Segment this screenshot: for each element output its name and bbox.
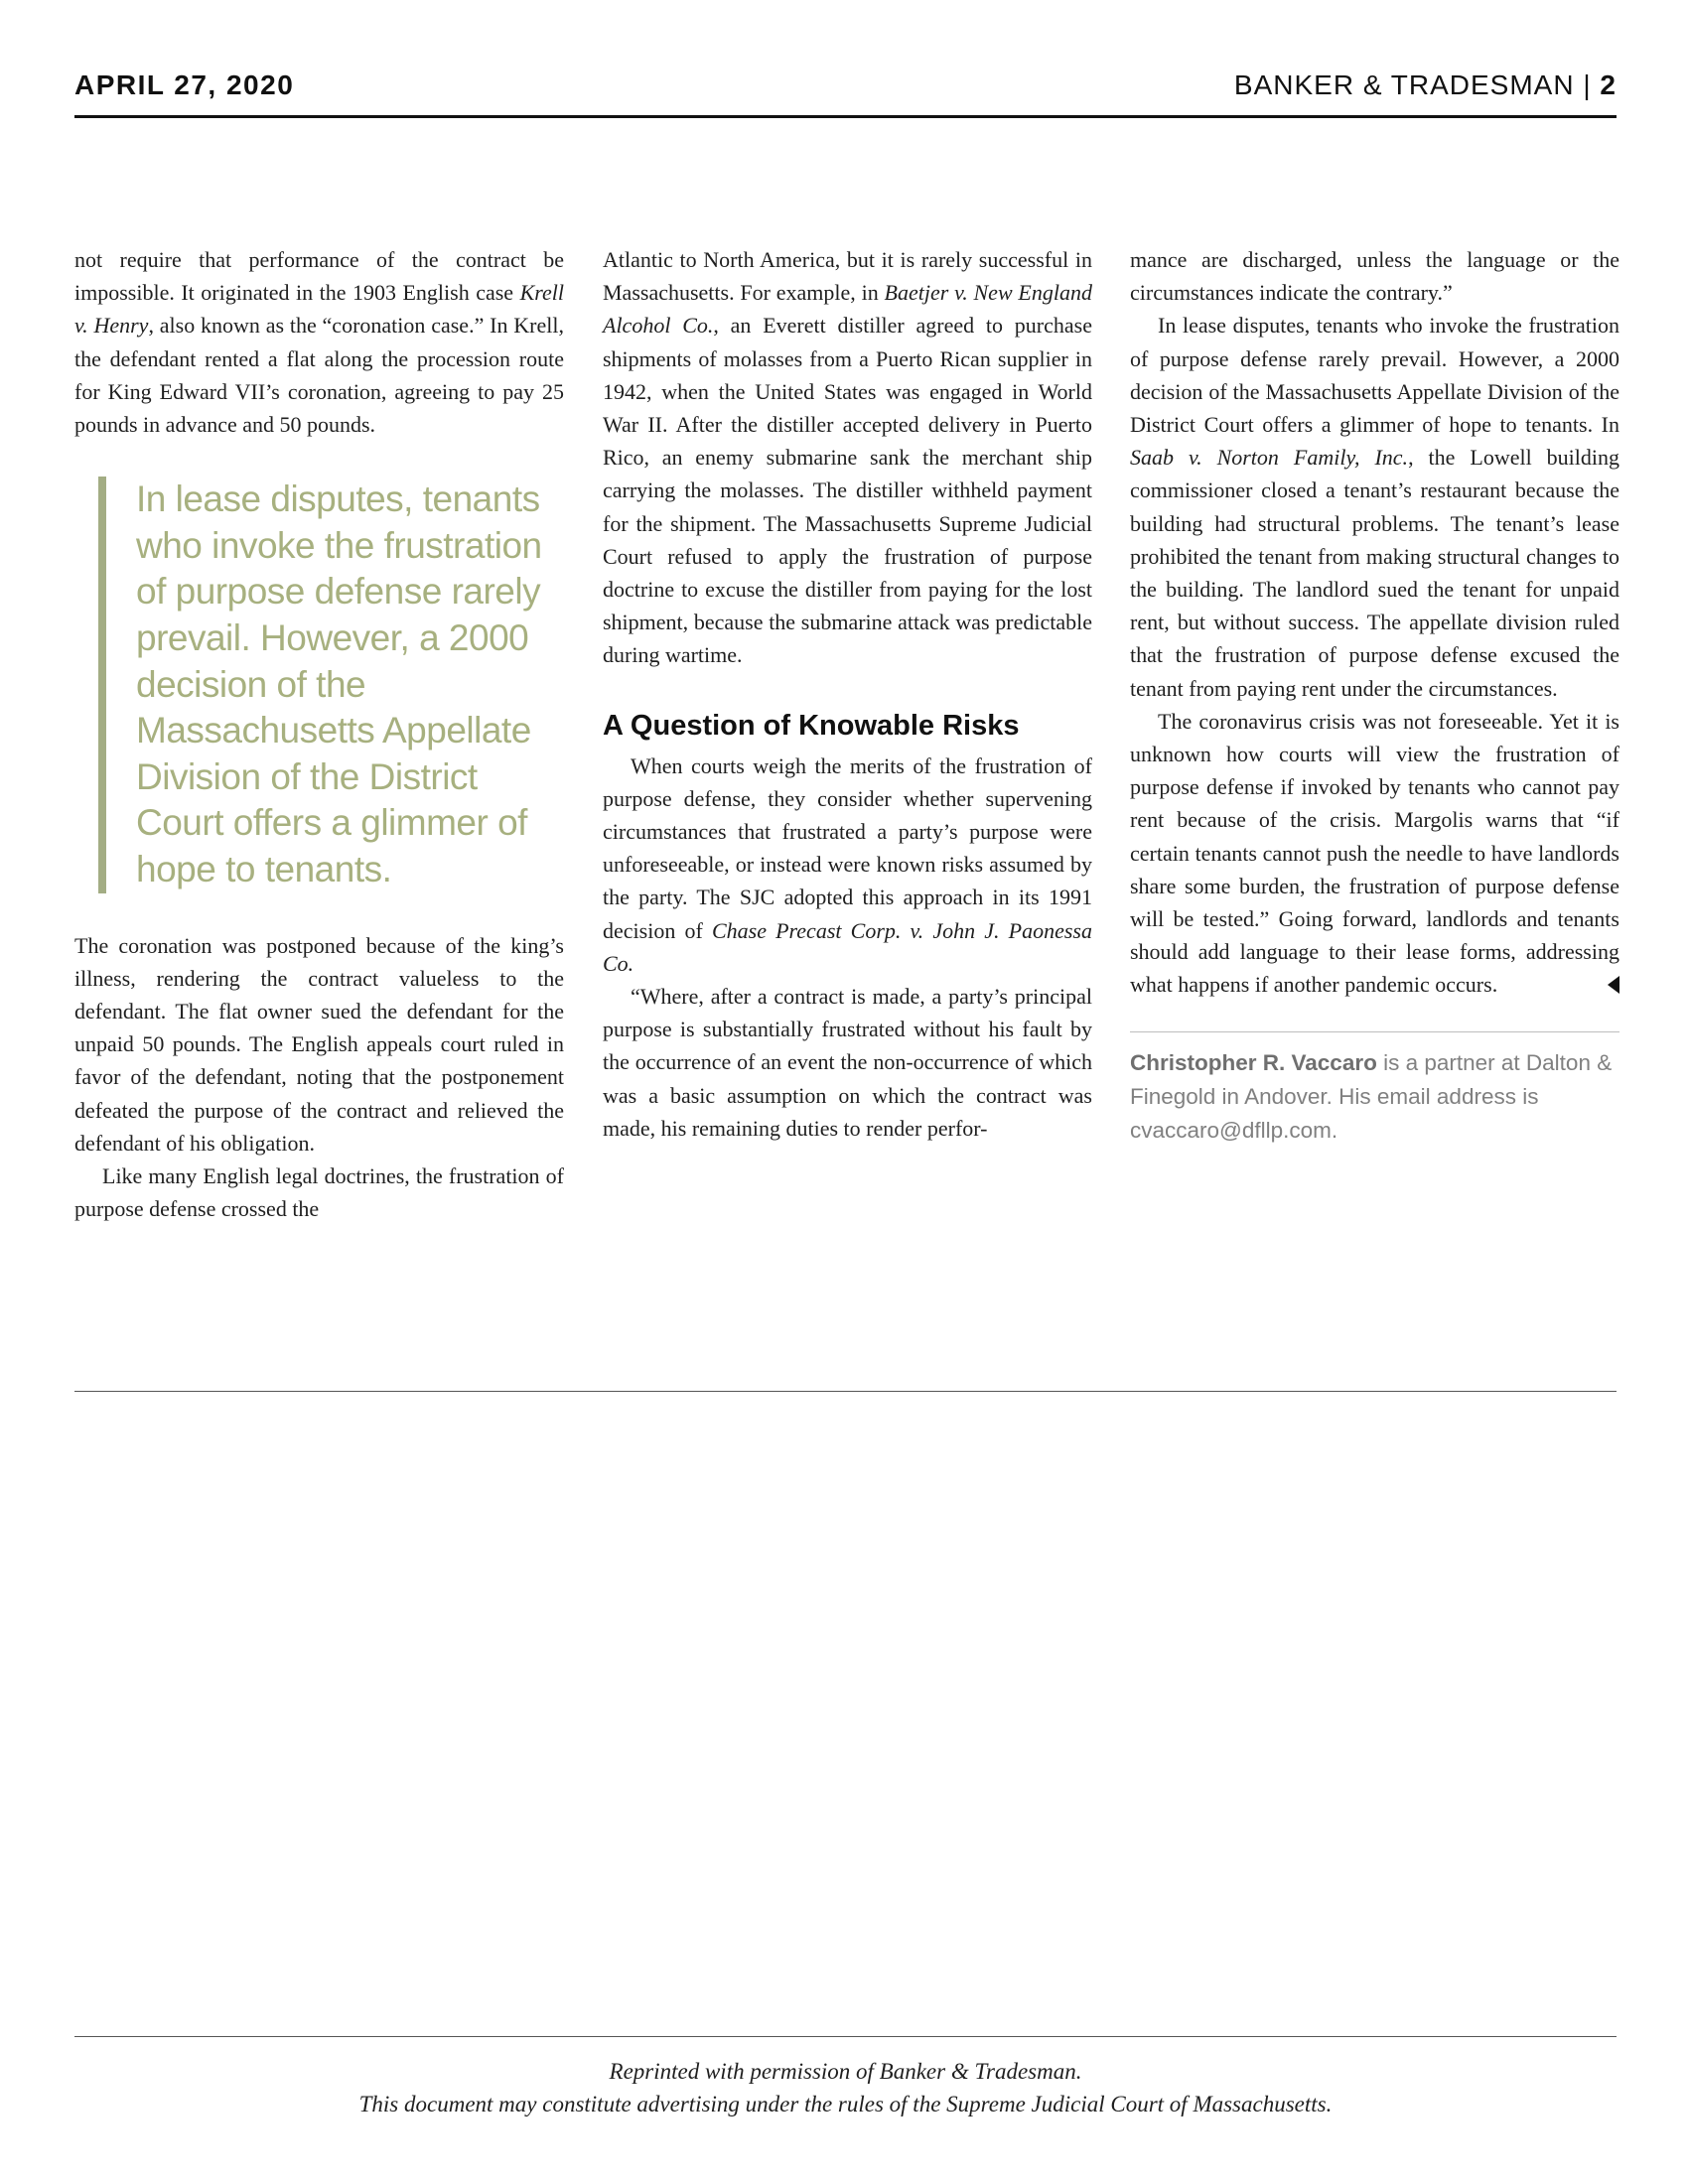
paragraph: Atlantic to North America, but it is rarely successful in Massachusetts. For example, in Baetjer v. New England Alcohol Co., an Everett distiller agreed to purchase shipments of molasses from a Puerto Rican supplier in 1942, when the United States was engaged in World War II. After the distiller accepted delivery in Puerto Rico, an enemy submarine sank the merchant ship carrying the molasses. The distiller withheld payment for the shipment. The Massachusetts Supreme Judicial Court refused to apply the frustration of purpose doctrine to excuse the distiller from paying for the lost shipment, because the submarine attack was predictable during wartime. — [603, 247, 1092, 668]
bio-divider — [1130, 1031, 1619, 1032]
author-bio: Christopher R. Vaccaro is a partner at Dalton & Finegold in Andover. His email address is cvaccaro@dfllp.com. — [1130, 1049, 1613, 1143]
footer-notice — [74, 2055, 1617, 2120]
pull-quote: In lease disputes, tenants who invoke the frustration of purpose defense rarely prevail. However, a 2000 decision of the Massachusetts Appellate Division of the District Court offers a glimmer of hope to tenants. — [98, 477, 564, 892]
footer-divider — [74, 2036, 1617, 2037]
column-1 — [74, 243, 564, 1225]
reprint-notice: Reprinted with permission of Banker & Tradesman. — [609, 2059, 1082, 2084]
paragraph: The coronation was postponed because of the king’s illness, rendering the contract valueless to the defendant. The flat owner sued the defendant for the unpaid 50 pounds. The English appeals court ruled in favor of the defendant, noting that the postponement defeated the purpose of the contract and relieved the defendant of his obligation. — [74, 932, 564, 1156]
section-divider — [74, 1391, 1617, 1392]
paragraph: mance are discharged, unless the language or the circumstances indicate the contrary.” — [1130, 247, 1619, 306]
paragraph: Like many English legal doctrines, the frustration of purpose defense crossed the — [74, 1162, 564, 1222]
author-name: Christopher R. Vaccaro — [1130, 1049, 1377, 1075]
issue-date: APRIL 27, 2020 — [74, 69, 295, 100]
paragraph: “Where, after a contract is made, a party’s principal purpose is substantially frustrated without his fault by the occurrence of an event the non-occurrence of which was a basic assumption on which the contract was made, his remaining duties to render perfor- — [603, 984, 1092, 1141]
paragraph: not require that performance of the contract be impossible. It originated in the 1903 English case Krell v. Henry, also known as the “coronation case.” In Krell, the defendant rented a flat along the procession route for King Edward VII’s coronation, agreeing to pay 25 pounds in advance and 50 pounds. — [74, 247, 564, 438]
end-of-article-icon — [1608, 976, 1619, 994]
paragraph: In lease disputes, tenants who invoke the frustration of purpose defense rarely prevail. However, a 2000 decision of the Massachusetts Appellate Division of the District Court offers a glimmer of hope to tenants. In Saab v. Norton Family, Inc., the Lowell building commissioner closed a tenant’s restaurant because the building had structural problems. The tenant’s lease prohibited the tenant from making structural changes to the building. The landlord sued the tenant for unpaid rent, but without success. The appellate division ruled that the frustration of purpose defense excused the tenant from paying rent under the circumstances. — [1130, 313, 1620, 701]
section-heading: A Question of Knowable Risks — [603, 709, 1020, 742]
publication-name: BANKER & TRADESMAN — [1233, 69, 1575, 100]
case-citation: Krell v. Henry — [74, 280, 564, 339]
paragraph: When courts weigh the merits of the frustration of purpose defense, they consider whether supervening circumstances that frustrated a party’s purpose were unforeseeable, or instead were known risks assumed by the party. The SJC adopted this approach in its 1991 decision of Chase Precast Corp. v. John J. Paonessa Co. — [603, 752, 1092, 976]
header-rule — [74, 115, 1617, 118]
column-2 — [603, 243, 1092, 1145]
case-citation: Saab v. Norton Family, Inc. — [1130, 445, 1409, 471]
column-3 — [1130, 243, 1619, 1148]
page-number: 2 — [1600, 69, 1617, 100]
case-citation: Baetjer v. New England Alcohol Co. — [603, 280, 1092, 339]
advertising-disclaimer: This document may constitute advertising under the rules of the Supreme Judicial Court of Massachusetts. — [358, 2092, 1333, 2116]
publication-header — [1234, 69, 1617, 101]
header-separator: | — [1574, 69, 1601, 100]
paragraph: The coronavirus crisis was not foreseeable. Yet it is unknown how courts will view the frustration of purpose defense if invoked by tenants who cannot pay rent because of the crisis. Margolis warns that “if certain tenants cannot push the needle to have landlords share some burden, the frustration of purpose defense will be tested.” Going forward, landlords and tenants should add language to their lease forms, addressing what happens if another pandemic occurs. — [1130, 708, 1619, 998]
case-citation: Chase Precast Corp. v. John J. Paonessa Co. — [603, 917, 1092, 976]
